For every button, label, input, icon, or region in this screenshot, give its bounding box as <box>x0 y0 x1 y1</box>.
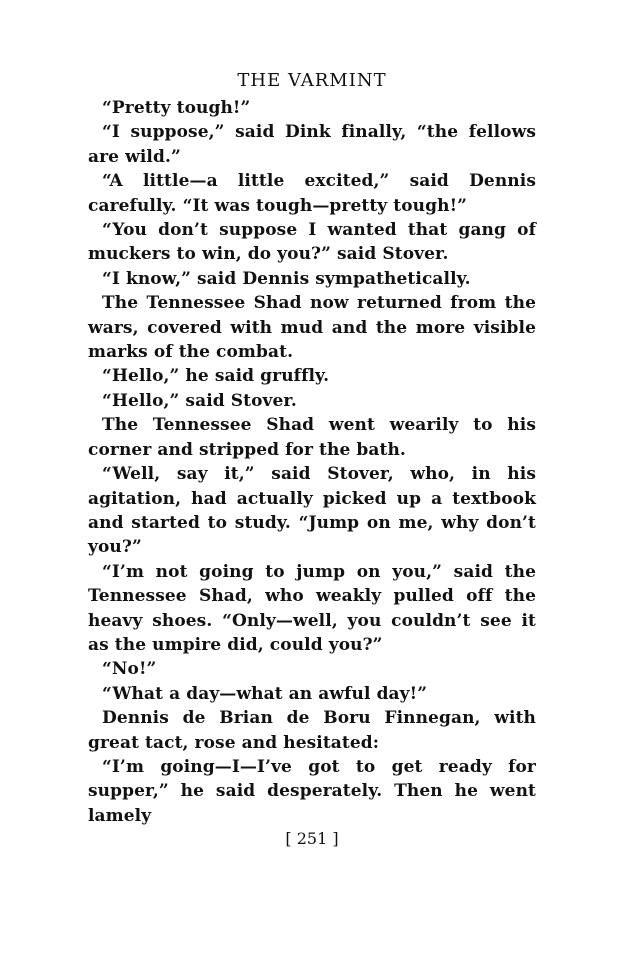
paragraph: “Hello,” said Stover. <box>102 390 297 411</box>
running-title: THE VARMINT <box>237 70 387 91</box>
paragraph: Dennis de Brian de Boru Finnegan, with great tact, rose and hesitated: <box>88 708 536 753</box>
paragraph: “I’m going—I—I’ve got to get ready for supper,” he said desperately. Then he went lamely <box>88 756 536 826</box>
paragraph: “I’m not going to jump on you,” said the Tennessee Shad, who weakly pulled off the heavy shoes. “Only—well, you couldn’t see it as the umpire did, could you?” <box>88 561 536 655</box>
paragraph: The Tennessee Shad now returned from the wars, covered with mud and the more visible marks of the combat. <box>88 293 536 363</box>
paragraph: “You don’t suppose I wanted that gang of muckers to win, do you?” said Stover. <box>88 220 536 265</box>
book-page <box>88 68 536 850</box>
paragraph: “What a day—what an awful day!” <box>102 683 428 704</box>
paragraph: “Hello,” he said gruffly. <box>102 366 330 387</box>
paragraph: “No!” <box>102 659 157 680</box>
body-text <box>88 96 536 828</box>
paragraph: “I know,” said Dennis sympathetically. <box>102 268 471 289</box>
paragraph: “Well, say it,” said Stover, who, in his agitation, had actually picked up a textbook and started to study. “Jump on me, why don’t you?” <box>88 464 536 558</box>
paragraph: “I suppose,” said Dink finally, “the fellows are wild.” <box>88 122 536 167</box>
paragraph: “Pretty tough!” <box>102 98 251 118</box>
paragraph: The Tennessee Shad went wearily to his corner and stripped for the bath. <box>88 415 536 460</box>
page-number: [ 251 ] <box>285 829 339 849</box>
paragraph: “A little—a little excited,” said Dennis carefully. “It was tough—pretty tough!” <box>88 171 536 216</box>
